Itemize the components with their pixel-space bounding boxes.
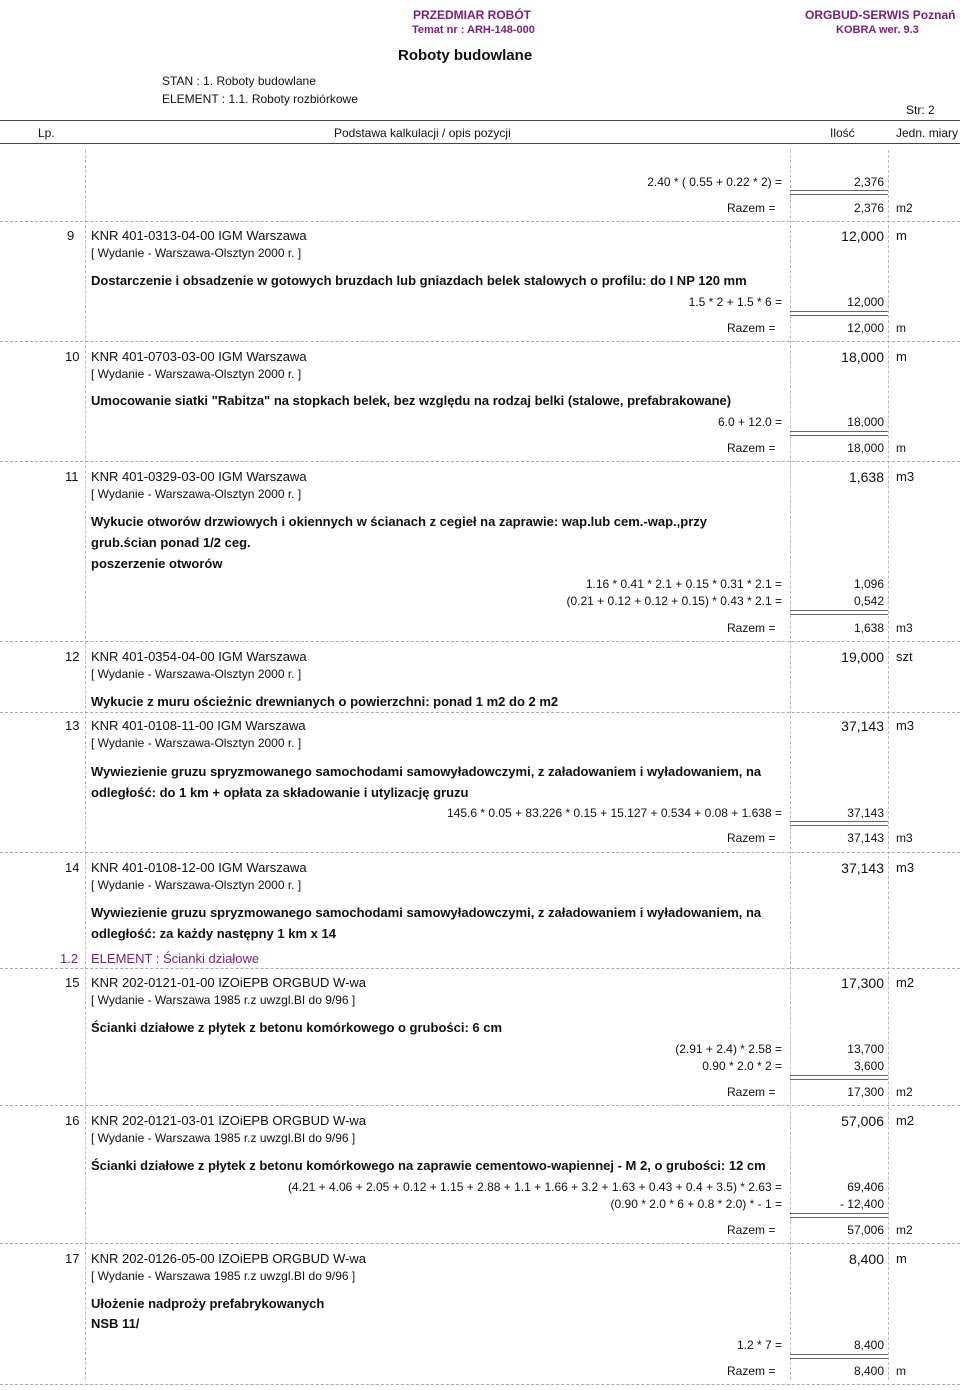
item-qty: 37,143 [841,860,884,876]
razem-label: Razem = [727,1085,776,1099]
item-edition: [ Wydanie - Warszawa-Olsztyn 2000 r. ] [91,667,302,681]
row-separator [0,1384,960,1385]
razem-value: 12,000 [847,321,884,335]
element-heading: ELEMENT : Ścianki działowe [91,951,260,966]
item-code: KNR 202-0121-01-00 IZOiEPB ORGBUD W-wa [91,975,367,990]
razem-unit: m [896,321,906,335]
calc-value: 37,143 [847,806,884,820]
column-guide [888,150,889,1380]
item-qty: 17,300 [841,975,884,991]
item-description: Ścianki działowe z płytek z betonu komórkowego o grubości: 6 cm [91,1020,503,1035]
item-code: KNR 401-0703-03-00 IGM Warszawa [91,349,307,364]
item-number: 15 [65,975,80,990]
sum-rule [790,1075,888,1080]
header-bottom-rule [0,143,960,144]
item-unit: m3 [896,469,915,484]
stan-label: STAN : 1. Roboty budowlane [162,74,316,88]
item-description: Wywiezienie gruzu spryzmowanego samochodami samowyładowczymi, z załadowaniem i wyładowaniem, na [91,905,762,920]
element-number: 1.2 [60,951,79,966]
razem-label: Razem = [727,321,776,335]
item-code: KNR 401-0108-11-00 IGM Warszawa [91,718,306,733]
calc-value: 2,376 [853,175,884,189]
row-separator [0,461,960,462]
sum-rule [790,1213,888,1218]
item-unit: m [896,1251,907,1266]
item-code: KNR 202-0121-03-01 IZOiEPB ORGBUD W-wa [91,1113,367,1128]
calc-expression: 145.6 * 0.05 + 83.226 * 0.15 + 15.127 + 0.534 + 0.08 + 1.638 = [447,806,782,820]
row-separator [0,1105,960,1106]
razem-value: 17,300 [847,1085,884,1099]
item-number: 16 [65,1113,80,1128]
item-edition: [ Wydanie - Warszawa 1985 r.z uwzgl.BI do 9/96 ] [91,1269,356,1283]
item-qty: 57,006 [841,1113,884,1129]
item-description: Wykucie otworów drzwiowych i okiennych w ścianach z cegieł na zaprawie: wap.lub cem.-wap.,przy [91,514,707,529]
item-code: KNR 401-0108-12-00 IGM Warszawa [91,860,307,875]
row-separator [0,341,960,342]
calc-value: 69,406 [847,1180,884,1194]
razem-value: 57,006 [847,1223,884,1237]
razem-value: 18,000 [847,441,884,455]
doc-title: PRZEDMIAR ROBÓT [413,8,531,22]
calc-expression: (0.90 * 2.0 * 6 + 0.8 * 2.0) * - 1 = [610,1197,782,1211]
item-description: Wywiezienie gruzu spryzmowanego samochodami samowyładowczymi, z załadowaniem i wyładowaniem, na [91,764,762,779]
item-note: poszerzenie otworów [91,556,223,571]
item-description: Ułożenie nadproży prefabrykowanych [91,1296,325,1311]
razem-unit: m3 [896,621,913,635]
item-description: grub.ścian ponad 1/2 ceg. [91,535,251,550]
row-separator [0,712,960,713]
item-number: 9 [67,228,75,243]
razem-value: 37,143 [847,831,884,845]
calc-value: 18,000 [847,415,884,429]
item-edition: [ Wydanie - Warszawa-Olsztyn 2000 r. ] [91,487,302,501]
item-code: KNR 401-0329-03-00 IGM Warszawa [91,469,307,484]
col-unit: Jedn. miary [896,126,959,140]
calc-value: 3,600 [853,1059,884,1073]
item-number: 11 [65,469,79,484]
calc-expression: 2.40 * ( 0.55 + 0.22 * 2) = [647,175,782,189]
item-qty: 19,000 [841,649,884,665]
col-basis: Podstawa kalkulacji / opis pozycji [334,126,511,140]
item-edition: [ Wydanie - Warszawa-Olsztyn 2000 r. ] [91,246,302,260]
razem-unit: m2 [896,1085,913,1099]
item-edition: [ Wydanie - Warszawa 1985 r.z uwzgl.BI do 9/96 ] [91,993,356,1007]
column-guide [85,150,86,1380]
razem-unit: m2 [896,1223,913,1237]
column-guide [790,150,791,1380]
item-description: Umocowanie siatki "Rabitza" na stopkach belek, bez względu na rodzaj belki (stalowe, prefabrakowane) [91,393,732,408]
item-description: odległość: do 1 km + opłata za składowanie i utylizację gruzu [91,785,469,800]
calc-expression: 6.0 + 12.0 = [717,415,782,429]
item-description: Dostarczenie i obsadzenie w gotowych bruzdach lub gniazdach belek stalowych o profilu: do I NP 120 mm [91,273,747,288]
item-qty: 1,638 [848,469,884,485]
razem-unit: m2 [896,201,913,215]
item-unit: m [896,228,907,243]
sum-rule [790,431,888,436]
page-number: Str: 2 [906,103,935,117]
row-separator [0,852,960,853]
item-description: Wykucie z muru ościeżnic drewnianych o powierzchni: ponad 1 m2 do 2 m2 [91,694,559,709]
item-unit: szt [896,649,913,664]
col-lp: Lp. [38,126,55,140]
row-separator [0,221,960,222]
item-unit: m3 [896,718,915,733]
item-edition: [ Wydanie - Warszawa 1985 r.z uwzgl.BI do 9/96 ] [91,1131,356,1145]
item-qty: 8,400 [848,1251,884,1267]
item-description: odległość: za każdy następny 1 km x 14 [91,926,336,941]
calc-value: 13,700 [847,1042,884,1056]
item-code: KNR 401-0313-04-00 IGM Warszawa [91,228,307,243]
software-version: KOBRA wer. 9.3 [836,24,919,36]
item-edition: [ Wydanie - Warszawa-Olsztyn 2000 r. ] [91,367,302,381]
calc-expression: 1.2 * 7 = [736,1338,782,1352]
item-edition: [ Wydanie - Warszawa-Olsztyn 2000 r. ] [91,878,302,892]
item-description: Ścianki działowe z płytek z betonu komórkowego na zaprawie cementowo-wapiennej - M 2, o grubości: 12 cm [91,1158,766,1173]
row-separator [0,1243,960,1244]
company-name: ORGBUD-SERWIS Poznań [805,8,956,22]
item-number: 13 [65,718,80,733]
sum-rule [790,1354,888,1359]
sum-rule [790,311,888,316]
calc-value: 8,400 [853,1338,884,1352]
calc-value: - 12,400 [839,1197,884,1211]
item-qty: 37,143 [841,718,884,734]
item-unit: m3 [896,860,915,875]
calc-expression: (2.91 + 2.4) * 2.58 = [675,1042,782,1056]
calc-value: 1,096 [853,577,884,591]
razem-label: Razem = [727,831,776,845]
sum-rule [790,190,888,195]
razem-unit: m [896,1364,906,1378]
row-separator [0,968,960,969]
item-unit: m2 [896,975,915,990]
item-code: KNR 202-0126-05-00 IZOiEPB ORGBUD W-wa [91,1251,367,1266]
item-number: 12 [65,649,80,664]
item-description: NSB 11/ [91,1316,140,1331]
calc-expression: 1.16 * 0.41 * 2.1 + 0.15 * 0.31 * 2.1 = [585,577,782,591]
item-unit: m2 [896,1113,915,1128]
item-unit: m [896,349,907,364]
section-title: Roboty budowlane [398,47,533,64]
razem-unit: m [896,441,906,455]
item-code: KNR 401-0354-04-00 IGM Warszawa [91,649,307,664]
col-qty: Ilość [830,126,855,140]
calc-value: 0,542 [853,594,884,608]
sum-rule [790,821,888,826]
razem-label: Razem = [727,621,776,635]
item-edition: [ Wydanie - Warszawa-Olsztyn 2000 r. ] [91,736,302,750]
calc-expression: 1.5 * 2 + 1.5 * 6 = [688,295,782,309]
razem-value: 8,400 [853,1364,884,1378]
row-separator [0,641,960,642]
razem-label: Razem = [727,201,776,215]
razem-value: 2,376 [853,201,884,215]
calc-expression: (0.21 + 0.12 + 0.12 + 0.15) * 0.43 * 2.1 = [566,594,782,608]
razem-label: Razem = [727,441,776,455]
calc-expression: 0.90 * 2.0 * 2 = [702,1059,782,1073]
razem-label: Razem = [727,1364,776,1378]
item-number: 14 [65,860,80,875]
item-number: 17 [65,1251,80,1266]
header-top-rule [0,120,960,121]
item-qty: 12,000 [841,228,884,244]
razem-unit: m3 [896,831,913,845]
razem-value: 1,638 [853,621,884,635]
element-label: ELEMENT : 1.1. Roboty rozbiórkowe [162,92,358,106]
sum-rule [790,610,888,615]
item-qty: 18,000 [841,349,884,365]
calc-value: 12,000 [847,295,884,309]
calc-expression: (4.21 + 4.06 + 2.05 + 0.12 + 1.15 + 2.88 + 1.1 + 1.66 + 3.2 + 1.63 + 0.43 + 0.4 + 3.5) * 2.63 = [287,1180,782,1194]
item-number: 10 [65,349,80,364]
doc-subject: Temat nr : ARH-148-000 [412,24,535,36]
razem-label: Razem = [727,1223,776,1237]
